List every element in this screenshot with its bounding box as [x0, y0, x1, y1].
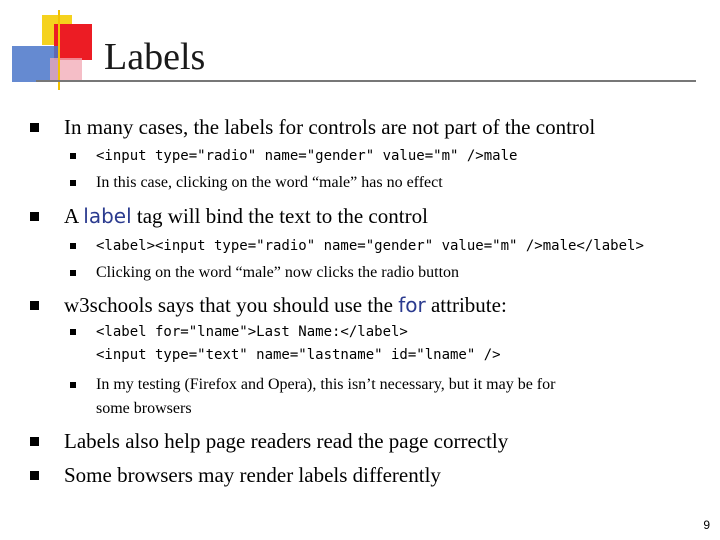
square-bullet-icon — [70, 270, 76, 276]
square-bullet-icon — [30, 471, 39, 480]
code-sample: <label><input type="radio" name="gender" value="m" />male</label> — [96, 238, 644, 254]
text-part: A — [64, 204, 84, 228]
bullet-text — [64, 292, 507, 318]
sub-bullet-text: In this case, clicking on the word “male” has no effect — [96, 174, 443, 191]
slide-title: Labels — [104, 36, 206, 78]
square-bullet-icon — [30, 123, 39, 132]
bullet-text: Some browsers may render labels differently — [64, 463, 441, 487]
logo-vertical-line — [58, 10, 60, 90]
sub-bullet-text: some browsers — [96, 400, 192, 417]
square-bullet-icon — [30, 301, 39, 310]
square-bullet-icon — [30, 212, 39, 221]
title-underline — [36, 80, 696, 82]
inline-code: for — [398, 293, 426, 317]
square-bullet-icon — [70, 180, 76, 186]
square-bullet-icon — [70, 329, 76, 335]
square-bullet-icon — [30, 437, 39, 446]
square-bullet-icon — [70, 382, 76, 388]
logo-pink-square — [50, 58, 82, 82]
text-part: attribute: — [425, 293, 507, 317]
bullet-text: Labels also help page readers read the page correctly — [64, 429, 509, 453]
code-sample: <label for="lname">Last Name:</label> — [96, 324, 408, 340]
inline-code: label — [83, 204, 132, 228]
text-part: tag will bind the text to the control — [131, 204, 428, 228]
sub-bullet-text: In my testing (Firefox and Opera), this isn’t necessary, but it may be for — [96, 376, 556, 393]
code-sample: <input type="radio" name="gender" value="m" />male — [96, 148, 518, 164]
square-bullet-icon — [70, 243, 76, 249]
bullet-text: In many cases, the labels for controls are not part of the control — [64, 115, 596, 139]
text-part: w3schools says that you should use the — [64, 293, 399, 317]
code-sample: <input type="text" name="lastname" id="lname" /> — [96, 347, 501, 363]
page-number: 9 — [703, 518, 710, 532]
square-bullet-icon — [70, 153, 76, 159]
sub-bullet-text: Clicking on the word “male” now clicks the radio button — [96, 264, 460, 281]
bullet-text — [64, 203, 428, 229]
